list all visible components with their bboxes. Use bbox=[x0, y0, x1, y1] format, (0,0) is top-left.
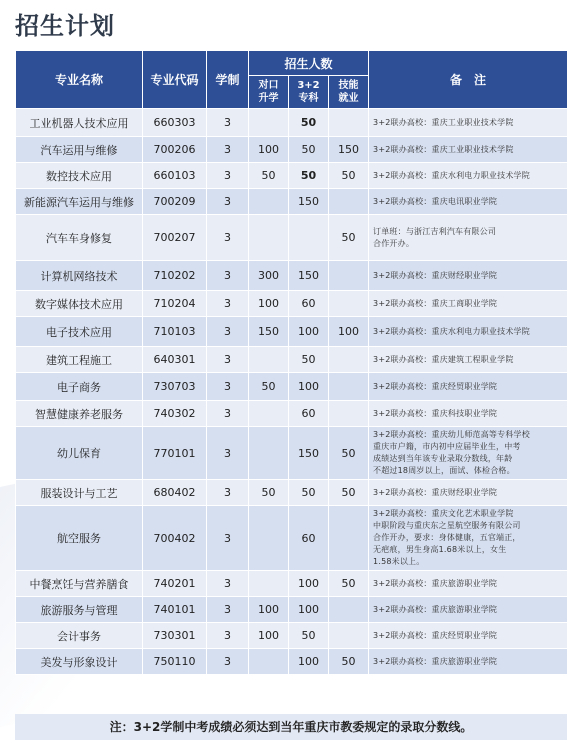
remarks-line: 中职阶段与重庆东之星航空服务有限公司 bbox=[373, 521, 521, 530]
remarks-cell bbox=[369, 480, 568, 506]
skill-count-cell: 50 bbox=[329, 571, 369, 597]
remarks-cell bbox=[369, 109, 568, 137]
schooling-cell: 3 bbox=[207, 109, 249, 137]
schooling-cell: 3 bbox=[207, 189, 249, 215]
skill-count-cell: 100 bbox=[329, 317, 369, 347]
schooling-cell: 3 bbox=[207, 261, 249, 291]
header-major-name: 专业名称 bbox=[16, 51, 143, 109]
three-two-count-cell: 50 bbox=[289, 109, 329, 137]
table-row bbox=[16, 137, 568, 163]
major-name-cell: 新能源汽车运用与维修 bbox=[16, 189, 143, 215]
skill-count-cell bbox=[329, 597, 369, 623]
duikou-count-cell bbox=[249, 401, 289, 427]
remarks-line: 3+2联办高校：重庆财经职业学院 bbox=[373, 487, 498, 497]
major-code-cell: 740302 bbox=[143, 401, 207, 427]
three-two-count-cell: 60 bbox=[289, 401, 329, 427]
remarks-cell bbox=[369, 347, 568, 373]
remarks-cell bbox=[369, 291, 568, 317]
header-duikou: 对口 升学 bbox=[249, 76, 289, 109]
remarks-line: 订单班：与浙江吉利汽车有限公司 bbox=[373, 226, 497, 236]
three-two-count-cell: 100 bbox=[289, 649, 329, 675]
duikou-count-cell: 50 bbox=[249, 480, 289, 506]
schooling-cell: 3 bbox=[207, 480, 249, 506]
remarks-cell bbox=[369, 401, 568, 427]
major-code-cell: 700209 bbox=[143, 189, 207, 215]
header-schooling: 学制 bbox=[207, 51, 249, 109]
three-two-count-cell: 150 bbox=[289, 427, 329, 480]
remarks-cell bbox=[369, 163, 568, 189]
table-row bbox=[16, 261, 568, 291]
duikou-count-cell: 150 bbox=[249, 317, 289, 347]
table-row bbox=[16, 623, 568, 649]
duikou-count-cell: 50 bbox=[249, 163, 289, 189]
header-remarks: 备 注 bbox=[369, 51, 568, 109]
remarks-line: 1.58米以上。 bbox=[373, 557, 425, 566]
table-row bbox=[16, 215, 568, 261]
skill-count-cell: 50 bbox=[329, 427, 369, 480]
remarks-line: 3+2联办高校：重庆建筑工程职业学院 bbox=[373, 354, 514, 364]
remarks-cell bbox=[369, 215, 568, 261]
duikou-count-cell: 100 bbox=[249, 137, 289, 163]
remarks-line: 3+2联办高校：重庆工商职业学院 bbox=[373, 298, 498, 308]
schooling-cell: 3 bbox=[207, 163, 249, 189]
remarks-cell bbox=[369, 373, 568, 401]
major-code-cell: 750110 bbox=[143, 649, 207, 675]
skill-count-cell bbox=[329, 623, 369, 649]
table-row bbox=[16, 480, 568, 506]
table-body bbox=[16, 109, 568, 675]
skill-count-cell bbox=[329, 109, 369, 137]
remarks-line: 3+2联办高校：重庆水利电力职业技术学院 bbox=[373, 170, 530, 180]
major-name-cell: 航空服务 bbox=[16, 506, 143, 571]
three-two-count-cell: 50 bbox=[289, 163, 329, 189]
major-name-cell: 汽车运用与维修 bbox=[16, 137, 143, 163]
major-code-cell: 700206 bbox=[143, 137, 207, 163]
remarks-line: 3+2联办高校：重庆财经职业学院 bbox=[373, 270, 498, 280]
duikou-count-cell: 50 bbox=[249, 373, 289, 401]
remarks-cell bbox=[369, 427, 568, 480]
skill-count-cell: 50 bbox=[329, 480, 369, 506]
major-code-cell: 660103 bbox=[143, 163, 207, 189]
skill-count-cell bbox=[329, 189, 369, 215]
three-two-count-cell: 100 bbox=[289, 597, 329, 623]
header-three-two: 3+2 专科 bbox=[289, 76, 329, 109]
major-code-cell: 660303 bbox=[143, 109, 207, 137]
remarks-line: 重庆市户籍，市内初中应届毕业生，中考 bbox=[373, 442, 521, 451]
three-two-count-cell: 150 bbox=[289, 261, 329, 291]
table-row bbox=[16, 649, 568, 675]
skill-count-cell bbox=[329, 401, 369, 427]
duikou-count-cell bbox=[249, 347, 289, 373]
skill-count-cell bbox=[329, 373, 369, 401]
duikou-count-cell: 100 bbox=[249, 597, 289, 623]
major-name-cell: 美发与形象设计 bbox=[16, 649, 143, 675]
remarks-line: 3+2联办高校：重庆幼儿师范高等专科学校 bbox=[373, 430, 530, 439]
header-enrollment: 招生人数 bbox=[249, 51, 369, 76]
major-name-cell: 建筑工程施工 bbox=[16, 347, 143, 373]
remarks-line: 3+2联办高校：重庆旅游职业学院 bbox=[373, 656, 498, 666]
three-two-count-cell: 60 bbox=[289, 506, 329, 571]
remarks-line: 3+2联办高校：重庆经贸职业学院 bbox=[373, 381, 498, 391]
three-two-count-cell: 50 bbox=[289, 347, 329, 373]
page-title: 招生计划 bbox=[15, 12, 115, 40]
schooling-cell: 3 bbox=[207, 137, 249, 163]
schooling-cell: 3 bbox=[207, 623, 249, 649]
major-code-cell: 680402 bbox=[143, 480, 207, 506]
table-row bbox=[16, 291, 568, 317]
table-row bbox=[16, 571, 568, 597]
major-name-cell: 电子商务 bbox=[16, 373, 143, 401]
remarks-cell bbox=[369, 317, 568, 347]
table-row bbox=[16, 373, 568, 401]
major-code-cell: 730301 bbox=[143, 623, 207, 649]
major-name-cell: 幼儿保育 bbox=[16, 427, 143, 480]
table-row bbox=[16, 347, 568, 373]
remarks-line: 合作开办，要求：身体健康，五官端正， bbox=[373, 533, 521, 542]
remarks-cell bbox=[369, 189, 568, 215]
table-row bbox=[16, 427, 568, 480]
major-name-cell: 旅游服务与管理 bbox=[16, 597, 143, 623]
three-two-count-cell: 50 bbox=[289, 480, 329, 506]
remarks-line: 3+2联办高校：重庆旅游职业学院 bbox=[373, 604, 498, 614]
skill-count-cell bbox=[329, 506, 369, 571]
remarks-line: 3+2联办高校：重庆工业职业技术学院 bbox=[373, 144, 514, 154]
schooling-cell: 3 bbox=[207, 401, 249, 427]
remarks-line: 3+2联办高校：重庆水利电力职业技术学院 bbox=[373, 326, 530, 336]
remarks-line: 成绩达到当年该专业录取分数线，年龄 bbox=[373, 454, 513, 463]
remarks-cell bbox=[369, 623, 568, 649]
major-code-cell: 730703 bbox=[143, 373, 207, 401]
remarks-cell bbox=[369, 597, 568, 623]
skill-count-cell: 50 bbox=[329, 163, 369, 189]
major-code-cell: 700402 bbox=[143, 506, 207, 571]
remarks-line: 3+2联办高校：重庆科技职业学院 bbox=[373, 408, 498, 418]
major-name-cell: 会计事务 bbox=[16, 623, 143, 649]
three-two-count-cell: 60 bbox=[289, 291, 329, 317]
table-row bbox=[16, 317, 568, 347]
remarks-cell bbox=[369, 506, 568, 571]
header-skill: 技能 就业 bbox=[329, 76, 369, 109]
major-name-cell: 智慧健康养老服务 bbox=[16, 401, 143, 427]
schooling-cell: 3 bbox=[207, 571, 249, 597]
major-name-cell: 工业机器人技术应用 bbox=[16, 109, 143, 137]
three-two-count-cell: 100 bbox=[289, 373, 329, 401]
major-name-cell: 服装设计与工艺 bbox=[16, 480, 143, 506]
major-name-cell: 中餐烹饪与营养膳食 bbox=[16, 571, 143, 597]
remarks-line: 3+2联办高校：重庆文化艺术职业学院 bbox=[373, 509, 514, 518]
enrollment-plan-table bbox=[15, 50, 568, 675]
major-code-cell: 740201 bbox=[143, 571, 207, 597]
schooling-cell: 3 bbox=[207, 597, 249, 623]
remarks-line: 3+2联办高校：重庆旅游职业学院 bbox=[373, 578, 498, 588]
major-name-cell: 汽车车身修复 bbox=[16, 215, 143, 261]
major-code-cell: 710204 bbox=[143, 291, 207, 317]
remarks-line: 3+2联办高校：重庆经贸职业学院 bbox=[373, 630, 498, 640]
skill-count-cell bbox=[329, 261, 369, 291]
schooling-cell: 3 bbox=[207, 317, 249, 347]
duikou-count-cell bbox=[249, 571, 289, 597]
remarks-line: 合作开办。 bbox=[373, 238, 415, 248]
schooling-cell: 3 bbox=[207, 291, 249, 317]
schooling-cell: 3 bbox=[207, 373, 249, 401]
major-name-cell: 数字媒体技术应用 bbox=[16, 291, 143, 317]
duikou-count-cell: 100 bbox=[249, 623, 289, 649]
major-code-cell: 710103 bbox=[143, 317, 207, 347]
duikou-count-cell bbox=[249, 215, 289, 261]
remarks-cell bbox=[369, 261, 568, 291]
major-code-cell: 710202 bbox=[143, 261, 207, 291]
table-row bbox=[16, 189, 568, 215]
duikou-count-cell bbox=[249, 649, 289, 675]
skill-count-cell: 50 bbox=[329, 649, 369, 675]
duikou-count-cell bbox=[249, 189, 289, 215]
table-row bbox=[16, 109, 568, 137]
duikou-count-cell bbox=[249, 506, 289, 571]
three-two-count-cell: 100 bbox=[289, 317, 329, 347]
remarks-line: 3+2联办高校：重庆工业职业技术学院 bbox=[373, 117, 514, 127]
table-row bbox=[16, 597, 568, 623]
three-two-count-cell: 100 bbox=[289, 571, 329, 597]
three-two-count-cell bbox=[289, 215, 329, 261]
remarks-cell bbox=[369, 137, 568, 163]
remarks-cell bbox=[369, 649, 568, 675]
three-two-count-cell: 50 bbox=[289, 623, 329, 649]
table-row bbox=[16, 506, 568, 571]
duikou-count-cell bbox=[249, 427, 289, 480]
major-name-cell: 计算机网络技术 bbox=[16, 261, 143, 291]
duikou-count-cell bbox=[249, 109, 289, 137]
schooling-cell: 3 bbox=[207, 215, 249, 261]
schooling-cell: 3 bbox=[207, 347, 249, 373]
schooling-cell: 3 bbox=[207, 427, 249, 480]
remarks-line: 3+2联办高校：重庆电讯职业学院 bbox=[373, 196, 498, 206]
skill-count-cell bbox=[329, 347, 369, 373]
remarks-line: 不超过18周岁以上，面试、体检合格。 bbox=[373, 466, 515, 475]
footer-note: 注：3+2学制中考成绩必须达到当年重庆市教委规定的录取分数线。 bbox=[15, 714, 567, 740]
remarks-cell bbox=[369, 571, 568, 597]
remarks-line: 无疤痕，男生身高1.68米以上，女生 bbox=[373, 545, 507, 554]
duikou-count-cell: 100 bbox=[249, 291, 289, 317]
duikou-count-cell: 300 bbox=[249, 261, 289, 291]
skill-count-cell: 50 bbox=[329, 215, 369, 261]
skill-count-cell bbox=[329, 291, 369, 317]
three-two-count-cell: 50 bbox=[289, 137, 329, 163]
major-code-cell: 740101 bbox=[143, 597, 207, 623]
table-row bbox=[16, 401, 568, 427]
major-name-cell: 数控技术应用 bbox=[16, 163, 143, 189]
skill-count-cell: 150 bbox=[329, 137, 369, 163]
schooling-cell: 3 bbox=[207, 506, 249, 571]
schooling-cell: 3 bbox=[207, 649, 249, 675]
table-row bbox=[16, 163, 568, 189]
three-two-count-cell: 150 bbox=[289, 189, 329, 215]
major-code-cell: 770101 bbox=[143, 427, 207, 480]
major-code-cell: 640301 bbox=[143, 347, 207, 373]
major-name-cell: 电子技术应用 bbox=[16, 317, 143, 347]
major-code-cell: 700207 bbox=[143, 215, 207, 261]
header-major-code: 专业代码 bbox=[143, 51, 207, 109]
